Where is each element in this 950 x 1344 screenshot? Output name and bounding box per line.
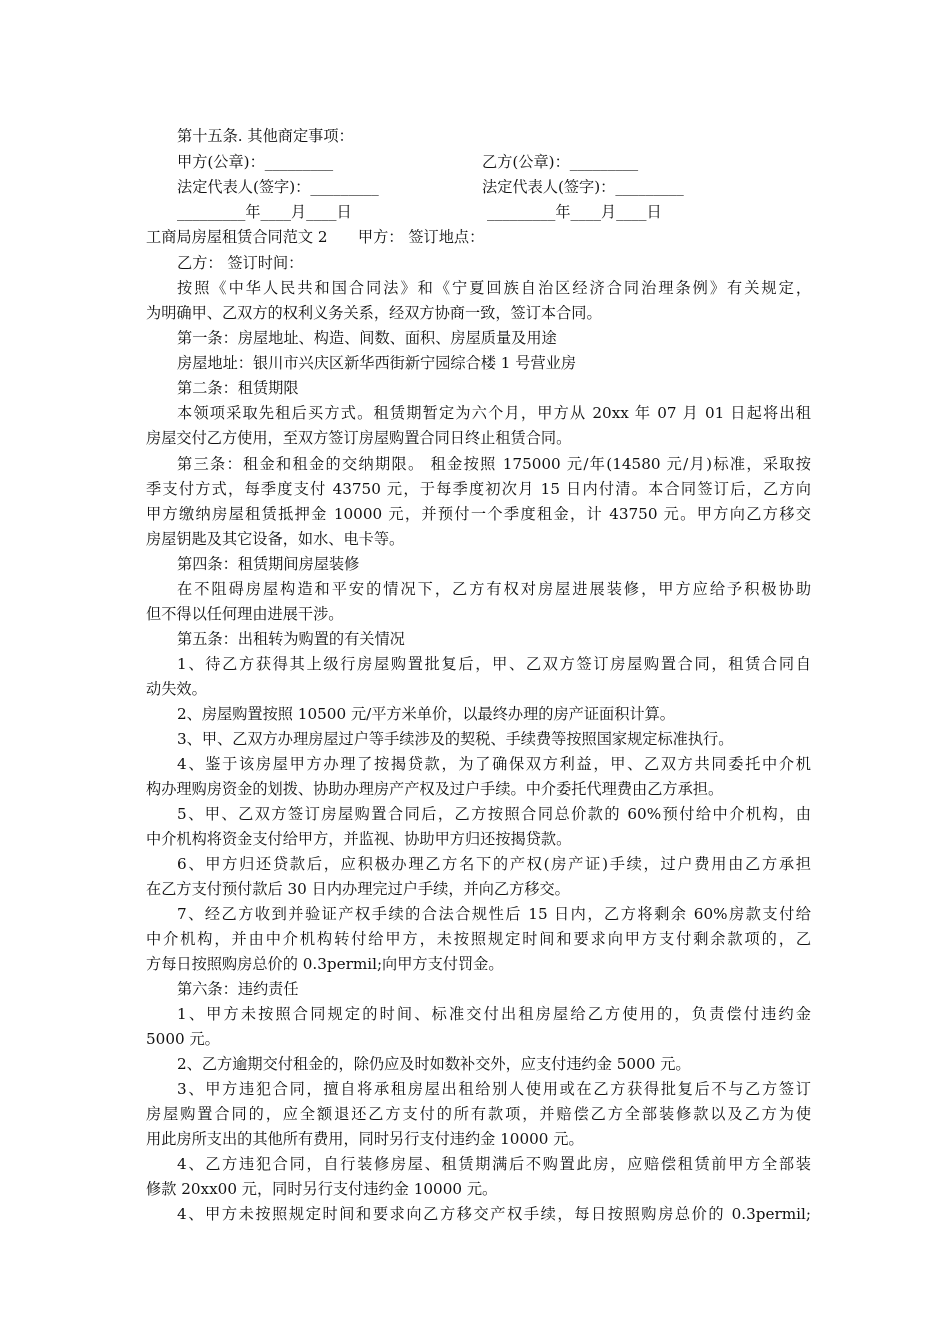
article-2-title: 第二条：租赁期限	[177, 379, 299, 397]
intro-paragraph-line: 按照《中华人民共和国合同法》和《宁夏回族自治区经济合同治理条例》有关规定，	[177, 279, 811, 297]
party-a-representative: 法定代表人(签字)：_________	[177, 178, 379, 196]
article-5-item-line: 中介机构，并由中介机构转付给甲方，未按照规定时间和要求向甲方支付剩余款项的，乙	[146, 930, 811, 948]
article-5-item-line: 6、甲方归还贷款后，应积极办理乙方名下的产权(房产证)手续，过户费用由乙方承担	[177, 855, 811, 873]
article-2-line: 房屋交付乙方使用，至双方签订房屋购置合同日终止租赁合同。	[146, 429, 572, 447]
contract-title-line: 工商局房屋租赁合同范文 2 甲方： 签订地点：	[146, 228, 485, 246]
article-6-title: 第六条：违约责任	[177, 980, 299, 998]
article-5-item-line: 7、经乙方收到并验证产权手续的合法合规性后 15 日内，乙方将剩余 60%房款支付给	[177, 905, 811, 923]
article-5-item-line: 中介机构将资金支付给甲方，并监视、协助甲方归还按揭贷款。	[146, 830, 572, 848]
party-b-representative: 法定代表人(签字)：_________	[482, 178, 684, 196]
article-6-item-line: 用此房所支出的其他所有费用，同时另行支付违约金 10000 元。	[146, 1130, 584, 1148]
article-3-line: 第三条：租金和租金的交纳期限。 租金按照 175000 元/年(14580 元/月)标准，采取按	[177, 455, 811, 473]
article-5-item-line: 3、甲、乙双方办理房屋过户等手续涉及的契税、手续费等按照国家规定标准执行。	[177, 730, 734, 748]
party-b-seal: 乙方(公章)：_________	[482, 153, 639, 171]
article-3-line: 甲方缴纳房屋租赁抵押金 10000 元，并预付一个季度租金，计 43750 元。甲方向乙方移交	[146, 505, 811, 523]
article-5-item-line: 动失效。	[146, 680, 207, 698]
article-1-address: 房屋地址：银川市兴庆区新华西街新宁园综合楼 1 号营业房	[177, 354, 577, 372]
article-5-item-line: 4、鉴于该房屋甲方办理了按揭贷款，为了确保双方利益，甲、乙双方共同委托中介机	[177, 755, 811, 773]
article-6-item-line: 房屋购置合同的，应全额退还乙方支付的所有款项，并赔偿乙方全部装修款以及乙方为使	[146, 1105, 811, 1123]
signature-heading: 第十五条. 其他商定事项：	[177, 127, 354, 145]
article-6-item-line: 4、乙方违犯合同，自行装修房屋、租赁期满后不购置此房，应赔偿租赁前甲方全部装	[177, 1155, 811, 1173]
article-5-item-line: 方每日按照购房总价的 0.3permil;向甲方支付罚金。	[146, 955, 504, 973]
article-4-title: 第四条：租赁期间房屋装修	[177, 555, 360, 573]
article-3-line: 房屋钥匙及其它设备，如水、电卡等。	[146, 530, 405, 548]
intro-paragraph-line: 为明确甲、乙双方的权利义务关系，经双方协商一致，签订本合同。	[146, 304, 602, 322]
article-5-item-line: 构办理购房资金的划拨、协助办理房产产权及过户手续。中介委托代理费由乙方承担。	[146, 780, 724, 798]
article-5-item-line: 5、甲、乙双方签订房屋购置合同后，乙方按照合同总价款的 60%预付给中介机构，由	[177, 805, 811, 823]
party-a-date: _________年____月____日	[177, 203, 352, 221]
article-3-line: 季支付方式，每季度支付 43750 元，于每季度初次月 15 日内付清。本合同签订后，乙方向	[146, 480, 811, 498]
article-6-item-line: 2、乙方逾期交付租金的，除仍应及时如数补交外，应支付违约金 5000 元。	[177, 1055, 691, 1073]
party-a-seal: 甲方(公章)：_________	[177, 153, 334, 171]
article-1-title: 第一条：房屋地址、构造、间数、面积、房屋质量及用途	[177, 329, 557, 347]
party-b-line: 乙方： 签订时间：	[177, 254, 304, 272]
article-6-item-line: 4、甲方未按照规定时间和要求向乙方移交产权手续，每日按照购房总价的 0.3permil;	[177, 1205, 811, 1223]
article-5-title: 第五条：出租转为购置的有关情况	[177, 630, 405, 648]
article-6-item-line: 5000 元。	[146, 1030, 220, 1048]
article-5-item-line: 在乙方支付预付款后 30 日内办理完过户手续，并向乙方移交。	[146, 880, 570, 898]
article-5-item-line: 1、待乙方获得其上级行房屋购置批复后，甲、乙双方签订房屋购置合同，租赁合同自	[177, 655, 811, 673]
article-6-item-line: 3、甲方违犯合同，擅自将承租房屋出租给别人使用或在乙方获得批复后不与乙方签订	[177, 1080, 811, 1098]
article-4-line: 在不阻碍房屋构造和平安的情况下，乙方有权对房屋进展装修，甲方应给予积极协助	[177, 580, 811, 598]
article-6-item-line: 1、甲方未按照合同规定的时间、标准交付出租房屋给乙方使用的，负责偿付违约金	[177, 1005, 811, 1023]
party-b-date: _________年____月____日	[487, 203, 662, 221]
article-4-line: 但不得以任何理由进展干涉。	[146, 605, 344, 623]
article-2-line: 本领项采取先租后买方式。租赁期暂定为六个月，甲方从 20xx 年 07 月 01 日起将出租	[177, 404, 811, 422]
article-6-item-line: 修款 20xx00 元，同时另行支付违约金 10000 元。	[146, 1180, 498, 1198]
article-5-item-line: 2、房屋购置按照 10500 元/平方米单价，以最终办理的房产证面积计算。	[177, 705, 675, 723]
